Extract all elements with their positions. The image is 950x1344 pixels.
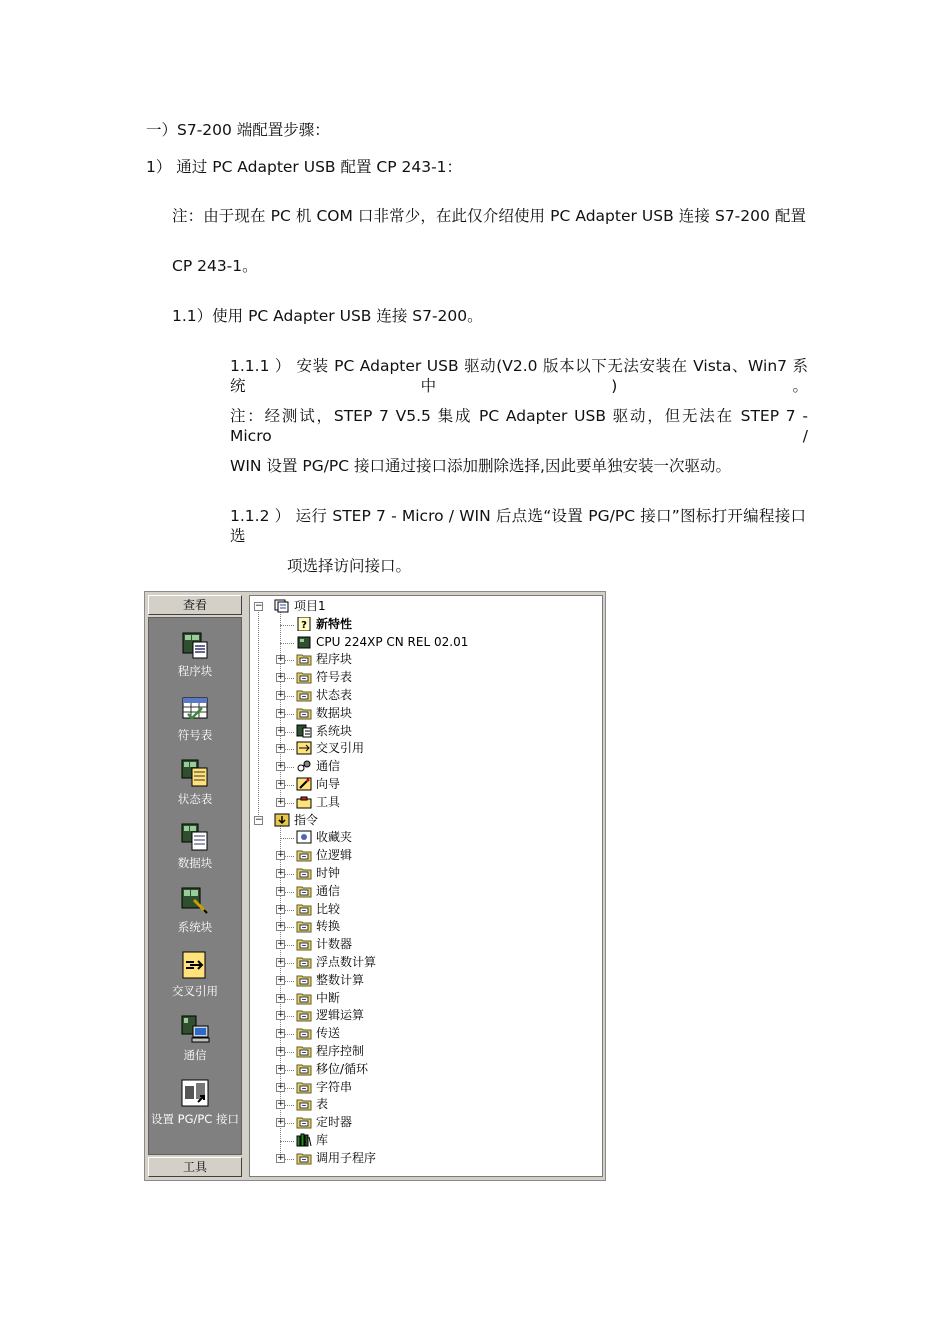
expand-toggle-icon[interactable]: +: [277, 1010, 285, 1021]
nav-item-status-table[interactable]: [149, 758, 241, 807]
tree-node[interactable]: [250, 954, 600, 971]
step-1: 1） 通过 PC Adapter USB 配置 CP 243-1：: [146, 158, 463, 176]
folder-icon: [296, 1096, 312, 1112]
expand-toggle-icon[interactable]: +: [277, 992, 285, 1003]
tree-node-label: 指令: [294, 812, 319, 827]
expand-toggle-icon[interactable]: +: [277, 1081, 285, 1092]
expand-toggle-icon[interactable]: +: [277, 903, 285, 914]
tree-node-label: 项目1: [294, 599, 326, 613]
expand-toggle-icon[interactable]: +: [277, 725, 285, 736]
tree-node[interactable]: [250, 865, 600, 882]
expand-toggle-icon[interactable]: +: [277, 672, 285, 683]
tree-node-label: 程序控制: [316, 1044, 365, 1058]
tree-node-label: 浮点数计算: [316, 955, 377, 969]
tree-node-label: 通信: [316, 759, 341, 774]
folder-icon: [296, 1079, 312, 1095]
tools-icon: [296, 794, 312, 810]
set-pgpc-interface-icon: [149, 1078, 241, 1108]
tree-node-label: 中断: [316, 990, 341, 1005]
tree-node[interactable]: [250, 598, 600, 615]
tree-node[interactable]: [250, 972, 600, 989]
tools-header-button[interactable]: 工具: [148, 1157, 242, 1177]
tree-node-label: 定时器: [316, 1115, 353, 1130]
collapse-toggle-icon[interactable]: −: [255, 814, 263, 825]
expand-toggle-icon[interactable]: +: [277, 1028, 285, 1039]
navigation-bar: [148, 595, 242, 1177]
tree-node[interactable]: [250, 901, 600, 918]
new-features-icon: [296, 616, 312, 632]
nav-item-label: 设置 PG/PC 接口: [151, 1112, 239, 1126]
expand-toggle-icon[interactable]: +: [277, 939, 285, 950]
folder-icon: [296, 847, 312, 863]
nav-item-label: 系统块: [177, 920, 213, 934]
tree-node[interactable]: [250, 1079, 600, 1096]
tree-node[interactable]: [250, 740, 600, 757]
instructions-icon: [274, 812, 290, 828]
tree-node[interactable]: [250, 616, 600, 633]
project-icon: [274, 598, 290, 614]
note-2-line-2: WIN 设置 PG/PC 接口通过接口添加删除选择,因此要单独安装一次驱动。: [230, 457, 731, 475]
tree-node-label: 库: [316, 1133, 329, 1147]
tree-node-label: 工具: [316, 794, 341, 809]
folder-icon: [296, 1007, 312, 1023]
tree-node-label: 时钟: [316, 866, 341, 880]
folder-icon: [296, 954, 312, 970]
tree-node[interactable]: [250, 883, 600, 900]
tree-node[interactable]: [250, 1096, 600, 1113]
nav-item-label: 符号表: [177, 728, 213, 742]
tree-node[interactable]: [250, 1114, 600, 1131]
nav-item-label: 程序块: [177, 664, 213, 678]
wizard-icon: [296, 776, 312, 792]
step-1-1-2-line-2: 项选择访问接口。: [287, 557, 412, 575]
symbol-table-icon: [296, 669, 312, 685]
section-heading: 一）S7-200 端配置步骤：: [146, 121, 330, 139]
navigation-bar-body: [148, 617, 242, 1155]
folder-icon: [296, 1114, 312, 1130]
expand-toggle-icon[interactable]: +: [277, 885, 285, 896]
data-block-icon: [149, 822, 241, 852]
folder-icon: [296, 865, 312, 881]
note-1-line-2: CP 243-1。: [172, 257, 258, 275]
nav-item-symbol-table[interactable]: [149, 694, 241, 743]
nav-item-data-block[interactable]: [149, 822, 241, 871]
tree-node-label: 整数计算: [316, 972, 365, 987]
microwin-screenshot: [144, 591, 606, 1181]
status-table-icon: [149, 758, 241, 788]
expand-toggle-icon[interactable]: +: [277, 796, 285, 807]
nav-item-label: 状态表: [177, 792, 213, 806]
tree-node[interactable]: [250, 758, 600, 775]
tree-node-label: 转换: [316, 919, 341, 934]
tree-node-label: 位逻辑: [316, 848, 353, 863]
expand-toggle-icon[interactable]: +: [277, 868, 285, 878]
nav-item-communication[interactable]: [149, 1014, 241, 1063]
view-header-button[interactable]: 查看: [148, 595, 242, 615]
folder-icon: [296, 1061, 312, 1077]
tree-node-label: 表: [316, 1097, 329, 1112]
system-block-icon: [296, 723, 312, 739]
tree-node-label: 调用子程序: [316, 1150, 377, 1165]
communication-icon: [149, 1014, 241, 1044]
nav-item-set-pgpc-interface[interactable]: [149, 1078, 241, 1127]
folder-icon: [296, 936, 312, 952]
collapse-toggle-icon[interactable]: −: [255, 601, 263, 611]
tree-node[interactable]: [250, 918, 600, 935]
symbol-table-icon: [149, 694, 241, 724]
tree-node[interactable]: [250, 1025, 600, 1042]
expand-toggle-icon[interactable]: +: [277, 707, 285, 718]
communication-icon: [296, 758, 312, 774]
step-1-1-2-line-1: 1.1.2 ） 运行 STEP 7 - Micro / WIN 后点选“设置 PG/PC 接口”图标打开编程接口选: [230, 507, 806, 545]
expand-toggle-icon[interactable]: +: [277, 1117, 285, 1128]
tree-node[interactable]: [250, 776, 600, 793]
tree-node[interactable]: [250, 634, 600, 651]
tree-node[interactable]: [250, 651, 600, 668]
tree-node[interactable]: [250, 936, 600, 953]
tree-node-label: 比较: [316, 901, 341, 916]
tree-node-label: 计数器: [316, 937, 353, 952]
folder-icon: [296, 883, 312, 899]
nav-item-label: 交叉引用: [172, 984, 218, 998]
note-1-line-1: 注：由于现在 PC 机 COM 口非常少，在此仅介绍使用 PC Adapter USB 连接 S7-200 配置: [172, 207, 806, 225]
expand-toggle-icon[interactable]: +: [277, 850, 285, 861]
tree-node-label: 系统块: [316, 723, 353, 738]
folder-icon: [296, 901, 312, 917]
svg-text:?: ?: [301, 619, 307, 631]
tree-node-label: 状态表: [316, 688, 353, 702]
tree-node-label: 交叉引用: [316, 741, 365, 756]
tree-node[interactable]: [250, 669, 600, 686]
tree-node[interactable]: [250, 990, 600, 1007]
expand-toggle-icon[interactable]: +: [277, 957, 285, 967]
favorites-icon: [296, 829, 312, 845]
cpu-icon: [296, 634, 312, 650]
expand-toggle-icon[interactable]: +: [277, 1152, 285, 1163]
nav-item-label: 数据块: [177, 856, 213, 870]
expand-toggle-icon[interactable]: +: [277, 1046, 285, 1056]
nav-item-cross-reference[interactable]: [149, 950, 241, 999]
expand-toggle-icon[interactable]: +: [277, 1099, 285, 1110]
folder-icon: [296, 918, 312, 934]
tree-node[interactable]: [250, 829, 600, 846]
expand-toggle-icon[interactable]: +: [277, 779, 285, 789]
tree-node-label: 收藏夹: [316, 830, 353, 845]
tree-node[interactable]: [250, 705, 600, 722]
status-table-icon: [296, 687, 312, 703]
tree-node-label: 传送: [316, 1026, 341, 1041]
tree-node[interactable]: [250, 1150, 600, 1167]
expand-toggle-icon[interactable]: +: [277, 690, 285, 700]
tree-node-label: CPU 224XP CN REL 02.01: [316, 634, 469, 649]
cross-reference-icon: [296, 740, 312, 756]
tree-node[interactable]: [250, 812, 600, 829]
tree-node-label: 数据块: [316, 705, 353, 720]
tree-node-label: 字符串: [316, 1079, 353, 1094]
system-block-icon: [149, 886, 241, 916]
note-2-line-1: 注：经测试，STEP 7 V5.5 集成 PC Adapter USB 驱动，但无法在 STEP 7 - Micro /: [230, 407, 808, 445]
tree-node-label: 向导: [316, 777, 341, 791]
tree-node[interactable]: [250, 794, 600, 811]
tree-node[interactable]: [250, 847, 600, 864]
tree-node-label: 程序块: [316, 652, 353, 667]
tree-node[interactable]: [250, 723, 600, 740]
step-1-1-1: 1.1.1 ） 安装 PC Adapter USB 驱动(V2.0 版本以下无法安装在 Vista、Win7 系统中)。: [230, 357, 808, 395]
expand-toggle-icon[interactable]: +: [277, 654, 285, 665]
tree-node[interactable]: [250, 1007, 600, 1024]
expand-toggle-icon[interactable]: +: [277, 743, 285, 754]
folder-icon: [296, 1150, 312, 1166]
expand-toggle-icon[interactable]: +: [277, 974, 285, 985]
tree-node-label: 移位/循环: [316, 1061, 369, 1076]
program-block-icon: [149, 630, 241, 660]
folder-icon: [296, 1043, 312, 1059]
folder-icon: [296, 1025, 312, 1041]
tree-node-label: 新特性: [316, 616, 353, 631]
folder-icon: [296, 972, 312, 988]
tree-node-label: 通信: [316, 883, 341, 898]
data-block-icon: [296, 705, 312, 721]
nav-item-system-block[interactable]: [149, 886, 241, 935]
project-tree[interactable]: [249, 595, 603, 1177]
expand-toggle-icon[interactable]: +: [277, 761, 285, 772]
tree-node-label: 符号表: [316, 670, 353, 685]
tree-node-label: 逻辑运算: [316, 1008, 365, 1023]
expand-toggle-icon[interactable]: +: [277, 1063, 285, 1074]
step-1-1: 1.1）使用 PC Adapter USB 连接 S7-200。: [172, 307, 483, 325]
program-block-icon: [296, 651, 312, 667]
folder-icon: [296, 990, 312, 1006]
nav-item-label: 通信: [183, 1048, 207, 1062]
tree-node[interactable]: [250, 687, 600, 704]
nav-item-program-block[interactable]: [149, 630, 241, 679]
tree-node[interactable]: [250, 1132, 600, 1149]
expand-toggle-icon[interactable]: +: [277, 921, 285, 932]
tree-node[interactable]: [250, 1043, 600, 1060]
cross-reference-icon: [149, 950, 241, 980]
tree-node[interactable]: [250, 1061, 600, 1078]
library-icon: [296, 1132, 312, 1148]
